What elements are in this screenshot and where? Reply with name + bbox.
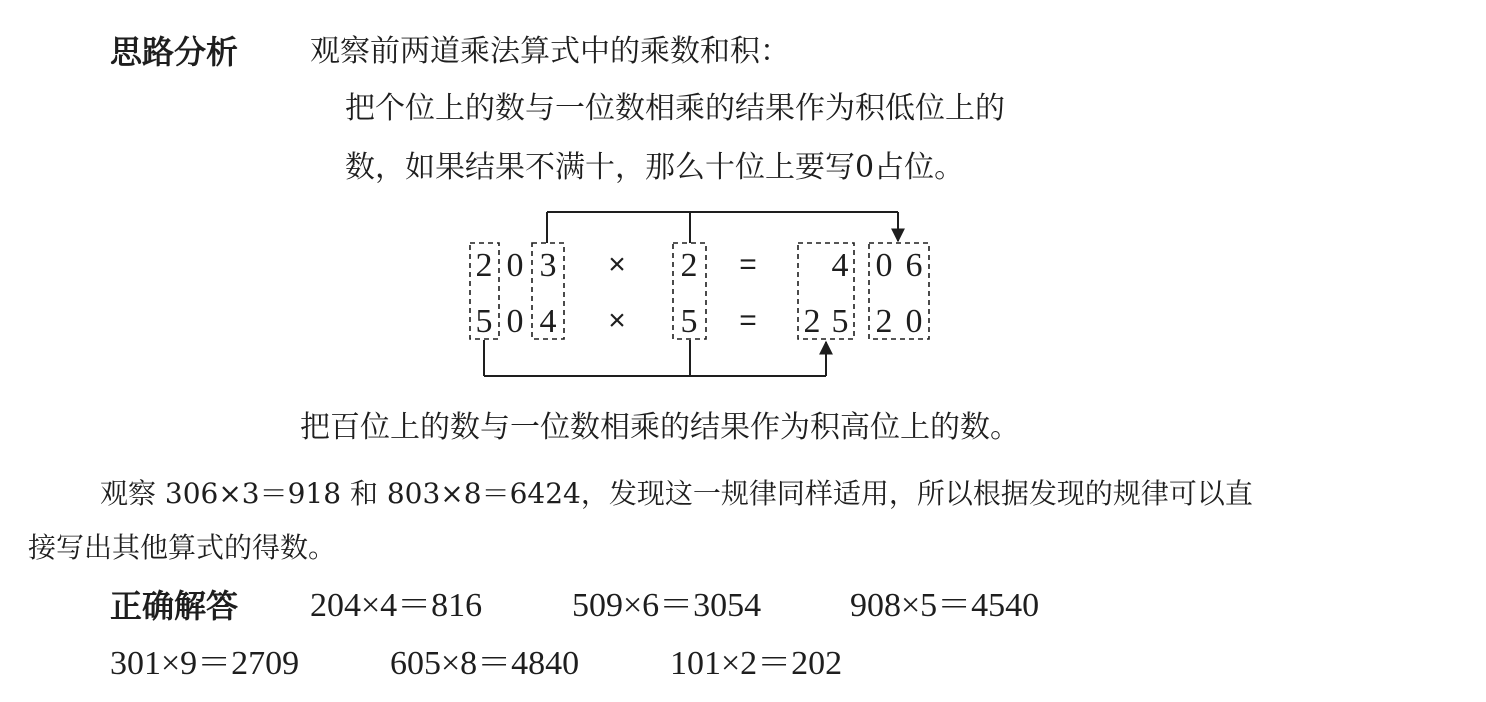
- row-2-times-sign: ×: [608, 304, 626, 337]
- answer-1-1: 204×4＝816: [310, 587, 483, 624]
- row-2-product-low-tens: 2: [875, 303, 893, 340]
- top-connector: [547, 212, 898, 243]
- row-1-multiplicand-tens: 0: [506, 247, 524, 284]
- row-2-product-high-tens: 2: [803, 303, 821, 340]
- note-low-line-1: 把个位上的数与一位数相乘的结果作为积低位上的: [345, 91, 1005, 126]
- row-1-multiplier: 2: [680, 247, 698, 284]
- row-1-multiplicand-hundreds: 2: [475, 247, 493, 284]
- analysis-intro: 观察前两道乘法算式中的乘数和积：: [310, 34, 790, 69]
- answer-1-2: 509×6＝3054: [572, 587, 762, 624]
- row-2-multiplicand-ones: 4: [539, 303, 557, 340]
- row-2-multiplicand-hundreds: 5: [475, 303, 493, 340]
- diagram-row-2: [476, 303, 923, 340]
- row-2-multiplicand-tens: 0: [506, 303, 524, 340]
- diagram-row-1: [476, 247, 923, 284]
- row-1-product-low-ones: 6: [905, 247, 923, 284]
- row-1-product-low-tens: 0: [875, 247, 893, 284]
- answer-2-2: 605×8＝4840: [390, 645, 580, 682]
- note-high: 把百位上的数与一位数相乘的结果作为积高位上的数。: [300, 410, 1020, 445]
- row-2-product-low-ones: 0: [905, 303, 923, 340]
- row-2-equals-sign: =: [739, 304, 757, 337]
- row-1-multiplicand-ones: 3: [539, 247, 557, 284]
- answer-1-3: 908×5＝4540: [850, 587, 1040, 624]
- answer-heading: 正确解答: [110, 587, 239, 625]
- observe-line-1: 观察 306×3＝918 和 803×8＝6424，发现这一规律同样适用，所以根据发现的规律可以直: [100, 477, 1253, 510]
- row-2-multiplier: 5: [680, 303, 698, 340]
- bottom-connector: [484, 340, 826, 376]
- answer-2-3: 101×2＝202: [670, 645, 843, 682]
- row-2-product-high-ones: 5: [831, 303, 849, 340]
- row-1-product-high-digit: 4: [831, 247, 849, 284]
- row-1-equals-sign: =: [739, 248, 757, 281]
- observe-line-2: 接写出其他算式的得数。: [28, 531, 337, 564]
- note-low-line-2: 数，如果结果不满十，那么十位上要写0占位。: [345, 150, 965, 185]
- answer-2-1: 301×9＝2709: [110, 645, 300, 682]
- analysis-heading: 思路分析: [110, 33, 239, 71]
- row-1-times-sign: ×: [608, 248, 626, 281]
